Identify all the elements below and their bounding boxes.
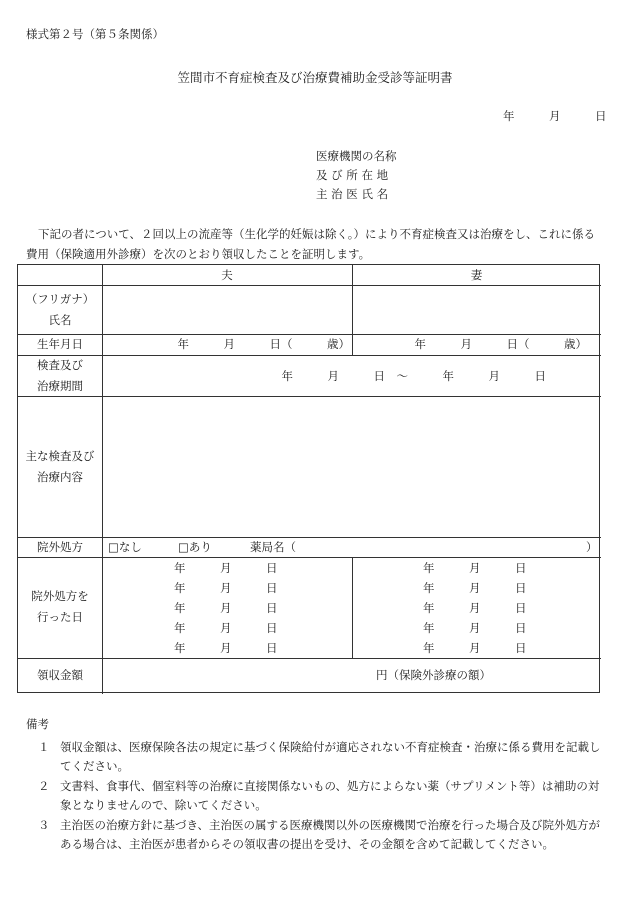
wife-date-row-1: 年 月 日: [423, 561, 527, 575]
note-3-line-1: 主治医の治療方針に基づき、主治医の属する医療機関以外の医療機関で治療を行った場合及び院外処方が: [60, 818, 601, 832]
pharmacy-close-paren: ）: [586, 540, 598, 554]
prescription-label: 院外処方: [37, 540, 83, 554]
note-1-line-1: 領収金額は、医療保険各法の規定に基づく保険給付が適応されない不育症検査・治療に係る費用を記載し: [60, 740, 601, 754]
intro-line-2: 費用（保険適用外診療）を次のとおり領収したことを証明します。: [26, 247, 371, 261]
wife-date-row-4: 年 月 日: [423, 621, 527, 635]
wife-header: 妻: [470, 268, 483, 282]
prescription-date-label-2: 行った日: [37, 610, 83, 624]
wife-birthdate-template: 年 月 日（ 歳）: [414, 337, 587, 351]
birthdate-label: 生年月日: [37, 337, 83, 351]
date-year-label: 年: [503, 109, 515, 123]
wife-birthdate-field[interactable]: [352, 334, 601, 355]
note-1-line-2: てください。: [60, 759, 129, 773]
prescription-none-checkbox[interactable]: □なし: [108, 540, 142, 554]
notes-heading: 備考: [26, 717, 49, 731]
note-2-number: ２: [38, 779, 50, 793]
content-label-1: 主な検査及び: [25, 449, 95, 463]
date-month-label: 月: [549, 109, 561, 123]
wife-date-row-5: 年 月 日: [423, 641, 527, 655]
intro-line-1: 下記の者について、２回以上の流産等（生化学的妊娠は除く。）により不育症検査又は治療をし、これに係る: [38, 227, 596, 241]
husband-date-row-1: 年 月 日: [174, 561, 278, 575]
form-number: 様式第２号（第５条関係）: [26, 27, 164, 41]
date-day-label: 日: [595, 109, 607, 123]
pharmacy-label: 薬局名（: [250, 540, 296, 554]
husband-date-row-3: 年 月 日: [174, 601, 278, 615]
institution-address-label: 及 び 所 在 地: [316, 168, 389, 182]
wife-name-field[interactable]: [353, 286, 600, 334]
wife-date-row-3: 年 月 日: [423, 601, 527, 615]
husband-birthdate-template: 年 月 日（ 歳）: [177, 337, 350, 351]
husband-birthdate-field[interactable]: [102, 334, 352, 355]
content-label-2: 治療内容: [37, 470, 83, 484]
content-field[interactable]: [103, 397, 600, 537]
husband-date-row-5: 年 月 日: [174, 641, 278, 655]
wife-date-row-2: 年 月 日: [423, 581, 527, 595]
name-label: 氏名: [48, 313, 72, 327]
prescription-date-label-1: 院外処方を: [31, 589, 89, 603]
note-2-line-1: 文書料、食事代、個室料等の治療に直接関係ないもの、処方によらない薬（サプリメント等）は補助の対: [60, 779, 600, 793]
document-title: 笠間市不育症検査及び治療費補助金受診等証明書: [177, 70, 453, 85]
husband-prescription-dates[interactable]: [174, 558, 278, 658]
note-1-number: １: [38, 740, 50, 754]
husband-name-field[interactable]: [103, 286, 351, 334]
period-label-2: 治療期間: [37, 379, 83, 393]
certificate-table: [17, 264, 600, 693]
note-2-line-2: 象となりませんので、除いてください。: [60, 798, 267, 812]
wife-prescription-dates[interactable]: [423, 558, 527, 658]
husband-header: 夫: [221, 268, 233, 282]
institution-name-label: 医療機関の名称: [316, 149, 397, 163]
furigana-label: （フリガナ）: [25, 292, 95, 306]
period-template: 年 月 日 ～ 年 月 日: [281, 369, 546, 383]
prescription-yes-checkbox[interactable]: □あり: [178, 540, 212, 554]
note-3-number: ３: [38, 818, 50, 832]
doctor-name-label: 主 治 医 氏 名: [316, 187, 389, 201]
amount-label: 領収金額: [37, 668, 83, 682]
husband-date-row-4: 年 月 日: [174, 621, 278, 635]
amount-field[interactable]: 円（保険外診療の額）: [376, 668, 491, 682]
note-3-line-2: ある場合は、主治医が患者からその領収書の提出を受け、その金額を含めて記載してください。: [60, 837, 555, 851]
period-label-1: 検査及び: [37, 358, 83, 372]
husband-date-row-2: 年 月 日: [174, 581, 278, 595]
period-field[interactable]: [102, 366, 546, 387]
